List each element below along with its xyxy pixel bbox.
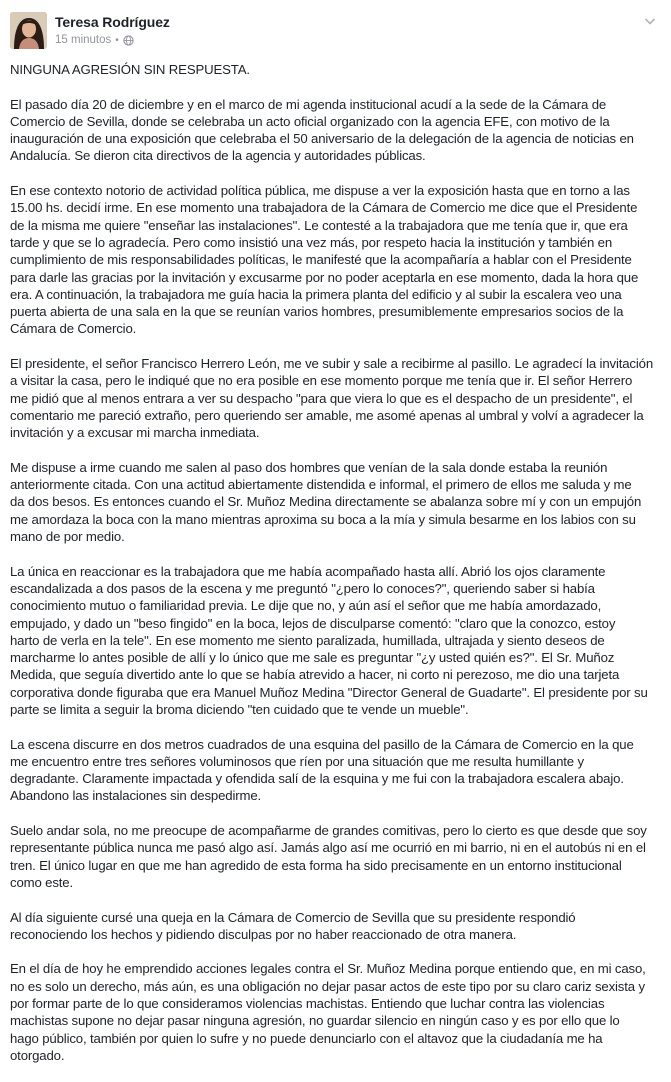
post-paragraph: La única en reaccionar es la trabajadora que me había acompañado hasta allí. Abrió los ojos claramente escandalizada a dos pasos de la escena y me preguntó "¿pero lo conoces?", queriendo saber si había conocimiento mutuo o familiaridad previa. Le dije que no, y aún así el señor que me había amordazado, empujado, y dado un "beso fingido" en la boca, lejos de disculparse comentó: "claro que la conozco, estoy harto de verla en la tele". En ese momento me siento paralizada, humillada, ultrajada y siento deseos de marcharme lo antes posible de allí y lo único que me sale es preguntar "¿y usted quién es?". El Sr. Muñoz Medida, que seguía divertido ante lo que se había atrevido a hacer, ni corto ni perezoso, me dio una tarjeta corporativa donde figuraba que era Manuel Muñoz Medina "Director General de Guadarte". El presidente por su parte se limita a seguir la broma diciendo "ten cuidado que te vende un mueble". [10, 563, 648, 717]
post-paragraph: La escena discurre en dos metros cuadrados de una esquina del pasillo de la Cámara de Comercio en la que me encuentro entre tres señores voluminosos que ríen por una situación que me resulta humillante y degradante. Claramente impactada y ofendida salí de la esquina y me fui con la trabajadora escalera abajo. Abandono las instalaciones sin despedirme. [10, 736, 634, 804]
post-paragraph: El presidente, el señor Francisco Herrero León, me ve subir y sale a recibirme al pasillo. Le agradecí la invitación a visitar la casa, pero le indiqué que no era posible en ese momento porque me tenía que ir. El señor Herrero me pidió que al menos entrara a ver su despacho "para que viera lo que es el despacho de un presidente", el comentario me pareció extraño, pero queriendo ser amable, me asomé apenas al umbral y volví a agradecer la invitación y a excusar mi marcha inmediata. [10, 356, 654, 441]
post-paragraph: El pasado día 20 de diciembre y en el marco de mi agenda institucional acudí a la sede de la Cámara de Comercio de Sevilla, donde se celebraba un acto oficial organizado con la agencia EFE, con motivo de la inauguración de una exposición que celebraba el 50 aniversario de la delegación de la agencia de noticias en Andalucía. Se dieron cita directivos de la agencia y autoridades públicas. [10, 96, 634, 164]
author-name[interactable]: Teresa Rodríguez [55, 14, 170, 30]
post-meta [55, 34, 134, 46]
post-heading: NINGUNA AGRESIÓN SIN RESPUESTA. [10, 62, 250, 77]
meta-separator: • [115, 34, 119, 46]
post-paragraph: Suelo andar sola, no me preocupe de acompañarme de grandes comitivas, pero lo cierto es que desde que soy representante pública nunca me pasó algo así. Jamás algo así me ocurrió en mi barrio, ni en el autobús ni en el tren. El único lugar en que me han agredido de esta forma ha sido precisamente en un entorno institucional como este. [10, 823, 647, 890]
chevron-down-icon[interactable] [643, 14, 657, 28]
avatar[interactable] [10, 12, 47, 49]
post-paragraph: Al día siguiente cursé una queja en la Cámara de Comercio de Sevilla que su presidente respondió reconociendo los hechos y pidiendo disculpas por no haber reaccionado de otra manera. [10, 909, 576, 942]
post-header [10, 10, 661, 54]
post-paragraph: Me dispuse a irme cuando me salen al paso dos hombres que venían de la sala donde estaba la reunión anteriormente citada. Con una actitud abiertamente distendida e informal, el primero de ellos me saluda y me da dos besos. Es entonces cuando el Sr. Muñoz Medina directamente se abalanza sobre mí y con un empujón me amordaza la boca con la mano mientras aproxima su boca a la mía y simula besarme en los labios con su mano de por medio. [10, 459, 642, 545]
post-paragraph: En ese contexto notorio de actividad política pública, me dispuse a ver la exposición hasta que en torno a las 15.00 hs. decidí irme. En ese momento una trabajadora de la Cámara de Comercio me dice que el Presidente de la misma me quiere "enseñar las instalaciones". Le contesté a la trabajadora que me tenía que ir, que era tarde y que se lo agradecía. Pero como insistió una vez más, por respeto hacia la institución y también en cumplimiento de mis responsabilidades políticas, le manifesté que la acompañaría a hablar con el Presidente para darle las gracias por la invitación y excusarme por no poder aceptarla en ese momento, dada la hora que era. A continuación, la trabajadora me guía hacia la primera planta del edificio y al subir la escalera veo una puerta abierta de una sala en la que se reunían varios hombres, presumiblemente empresarios socios de la Cámara de Comercio. [10, 183, 639, 337]
post-timestamp[interactable]: 15 minutos [55, 34, 112, 46]
post-paragraph: En el día de hoy he emprendido acciones legales contra el Sr. Muñoz Medina porque entiendo que, en mi caso, no es solo un derecho, más aún, es una obligación no dejar pasar actos de este tipo por su claro cariz sexista y por formar parte de lo que consideramos violencias machistas. Entiendo que luchar contra las violencias machistas supone no dejar pasar ninguna agresión, no guardar silencio en ningún caso y es por ello que lo hago público, también por quien lo sufre y no puede denunciarlo con el altavoz que la ciudadanía me ha otorgado. [10, 961, 646, 1063]
globe-icon [123, 35, 134, 46]
post-body [10, 61, 666, 1082]
